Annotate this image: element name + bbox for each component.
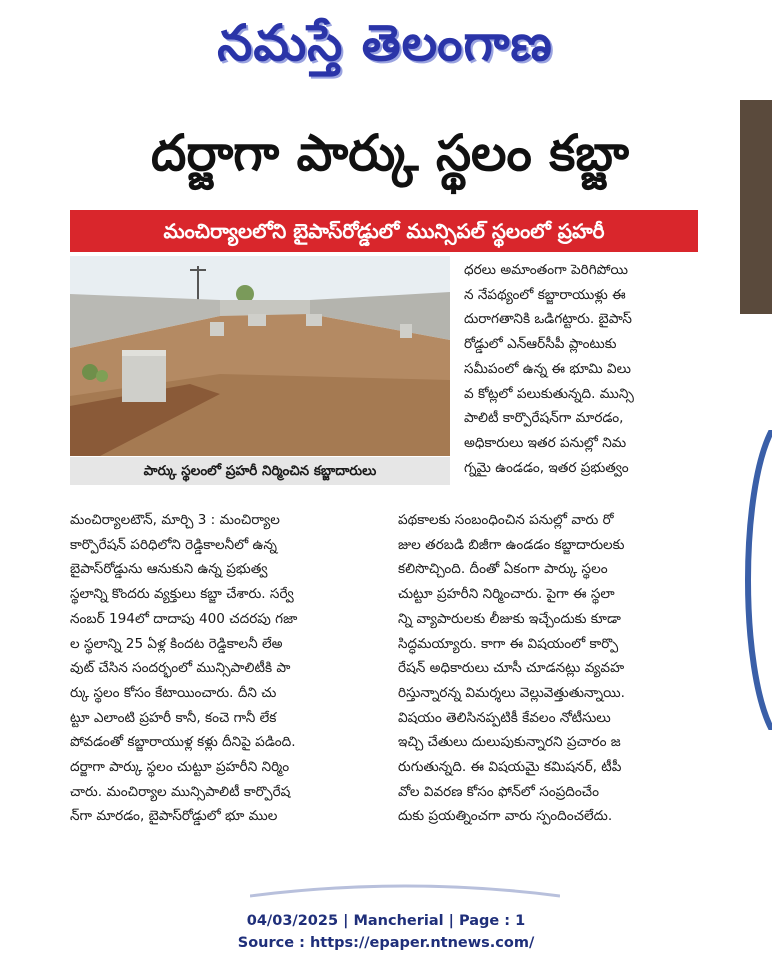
text-line: ల స్థలాన్ని 25 ఏళ్ల కిందట రెడ్డికాలనీ లేఅ xyxy=(70,635,283,652)
text-line: పథకాలకు సంబంధించిన పనుల్లో వారు రో xyxy=(398,512,614,528)
text-line: రోడ్డులో ఎన్‌ఆర్‌సీపీ ప్లాంటుకు xyxy=(464,336,617,353)
text-line: కార్పొరేషన్ పరిధిలోని రెడ్డికాలనీలో ఉన్న xyxy=(70,536,277,553)
text-line: గ్నమై ఉండడం, ఇతర ప్రభుత్వం xyxy=(464,459,629,476)
text-line: సమీపంలో ఉన్న ఈ భూమి విలు xyxy=(464,360,631,377)
masthead-title: నమస్తే తెలంగాణ xyxy=(217,13,553,72)
text-line: నంబర్ 194లో దాదాపు 400 చదరపు గజా xyxy=(70,610,298,627)
text-line: దుకు ప్రయత్నించగా వారు స్పందించలేదు. xyxy=(398,808,613,825)
text-line: పోవడంతో కబ్జారాయుళ్ల కళ్లు దీనిపై పడింది. xyxy=(70,734,296,751)
text-line: ధరలు అమాంతంగా పెరిగిపోయి xyxy=(464,262,628,278)
text-line: దర్జాగా పార్కు స్థలం చుట్టూ ప్రహరీని నిర్మిం xyxy=(70,759,290,776)
text-line: విషయం తెలిసినప్పటికీ కేవలం నోటీసులు xyxy=(398,709,611,726)
text-line: రుగుతున్నది. ఈ విషయమై కమిషనర్, టీపీ xyxy=(398,759,622,776)
text-line: పాలిటీ కార్పొరేషన్‌గా మారడం, xyxy=(464,410,624,427)
page-footer xyxy=(0,910,772,954)
text-line: చుట్టూ ప్రహరీని నిర్మించారు. పైగా ఈ స్థలా xyxy=(398,586,615,603)
text-line: న నేపథ్యంలో కబ్జారాయుళ్లు ఈ xyxy=(464,286,626,303)
text-line: వుట్ చేసిన సందర్భంలో మున్సిపాలిటీకి పా xyxy=(70,660,291,677)
photo-caption: పార్కు స్థలంలో ప్రహరీ నిర్మించిన కబ్జాదారులు xyxy=(70,457,450,485)
footer-source-link[interactable]: Source : https://epaper.ntnews.com/ xyxy=(237,935,535,951)
text-line: అధికారులు ఇతర పనుల్లో నిమ xyxy=(464,434,627,451)
text-line: న్ని వ్యాపారులకు లీజుకు ఇచ్చేందుకు కూడా xyxy=(398,610,621,627)
text-line: న్‌గా మారడం, బైపాస్‌రోడ్డులో భూ ముల xyxy=(70,808,278,825)
text-line: రిస్తున్నారన్న విమర్శలు వెల్లువెత్తుతున్నాయి. xyxy=(398,684,625,701)
article-text-column-right-top xyxy=(464,258,764,480)
article-subheadline: మంచిర్యాలలోని బైపాస్‌రోడ్డులో మున్సిపల్ స్థలంలో ప్రహరీ xyxy=(70,210,698,252)
text-line: సిద్ధమయ్యారు. కాగా ఈ విషయంలో కార్పొ xyxy=(398,635,619,652)
footer-date-edition: 04/03/2025 | Mancherial | Page : 1 xyxy=(246,913,526,929)
article-text-column-right xyxy=(398,508,720,829)
text-line: దురాగతానికి ఒడిగట్టారు. బైపాస్ xyxy=(464,311,632,328)
text-line: ఇచ్చి చేతులు దులుపుకున్నారని ప్రచారం జ xyxy=(398,734,621,751)
text-line: కలిసొచ్చింది. దీంతో ఏకంగా పార్కు స్థలం xyxy=(398,561,608,578)
text-line: వ కోట్లలో పలుకుతున్నది. మున్సి xyxy=(464,385,634,402)
text-line: రేషన్ అధికారులు చూసీ చూడనట్లు వ్యవహ xyxy=(398,660,625,677)
footer-divider xyxy=(250,880,560,898)
text-line: బైపాస్‌రోడ్డును ఆనుకుని ఉన్న ప్రభుత్వ xyxy=(70,561,268,578)
text-line: వోల వివరణ కోసం ఫోన్‌లో సంప్రదించేం xyxy=(398,783,600,800)
article-text-column-left xyxy=(70,508,388,829)
text-line: జుల తరబడి బిజీగా ఉండడం కబ్జాదారులకు xyxy=(398,536,625,553)
text-line: చారు. మంచిర్యాల మున్సిపాలిటీ కార్పొరేష xyxy=(70,783,291,800)
text-line: ర్కు స్థలం కోసం కేటాయించారు. దీని చు xyxy=(70,684,277,701)
article-photo xyxy=(70,256,450,456)
text-line: ట్టూ ఎలాంటి ప్రహరీ కానీ, కంచె గానీ లేక xyxy=(70,709,277,726)
article-headline: దర్జాగా పార్కు స్థలం కబ్జా xyxy=(151,124,629,182)
dateline-text-line: మంచిర్యాలటౌన్, మార్చి 3 : మంచిర్యాల xyxy=(70,512,280,528)
text-line: స్థలాన్ని కొందరు వ్యక్తులు కబ్జా చేశారు. సర్వే xyxy=(70,586,294,603)
